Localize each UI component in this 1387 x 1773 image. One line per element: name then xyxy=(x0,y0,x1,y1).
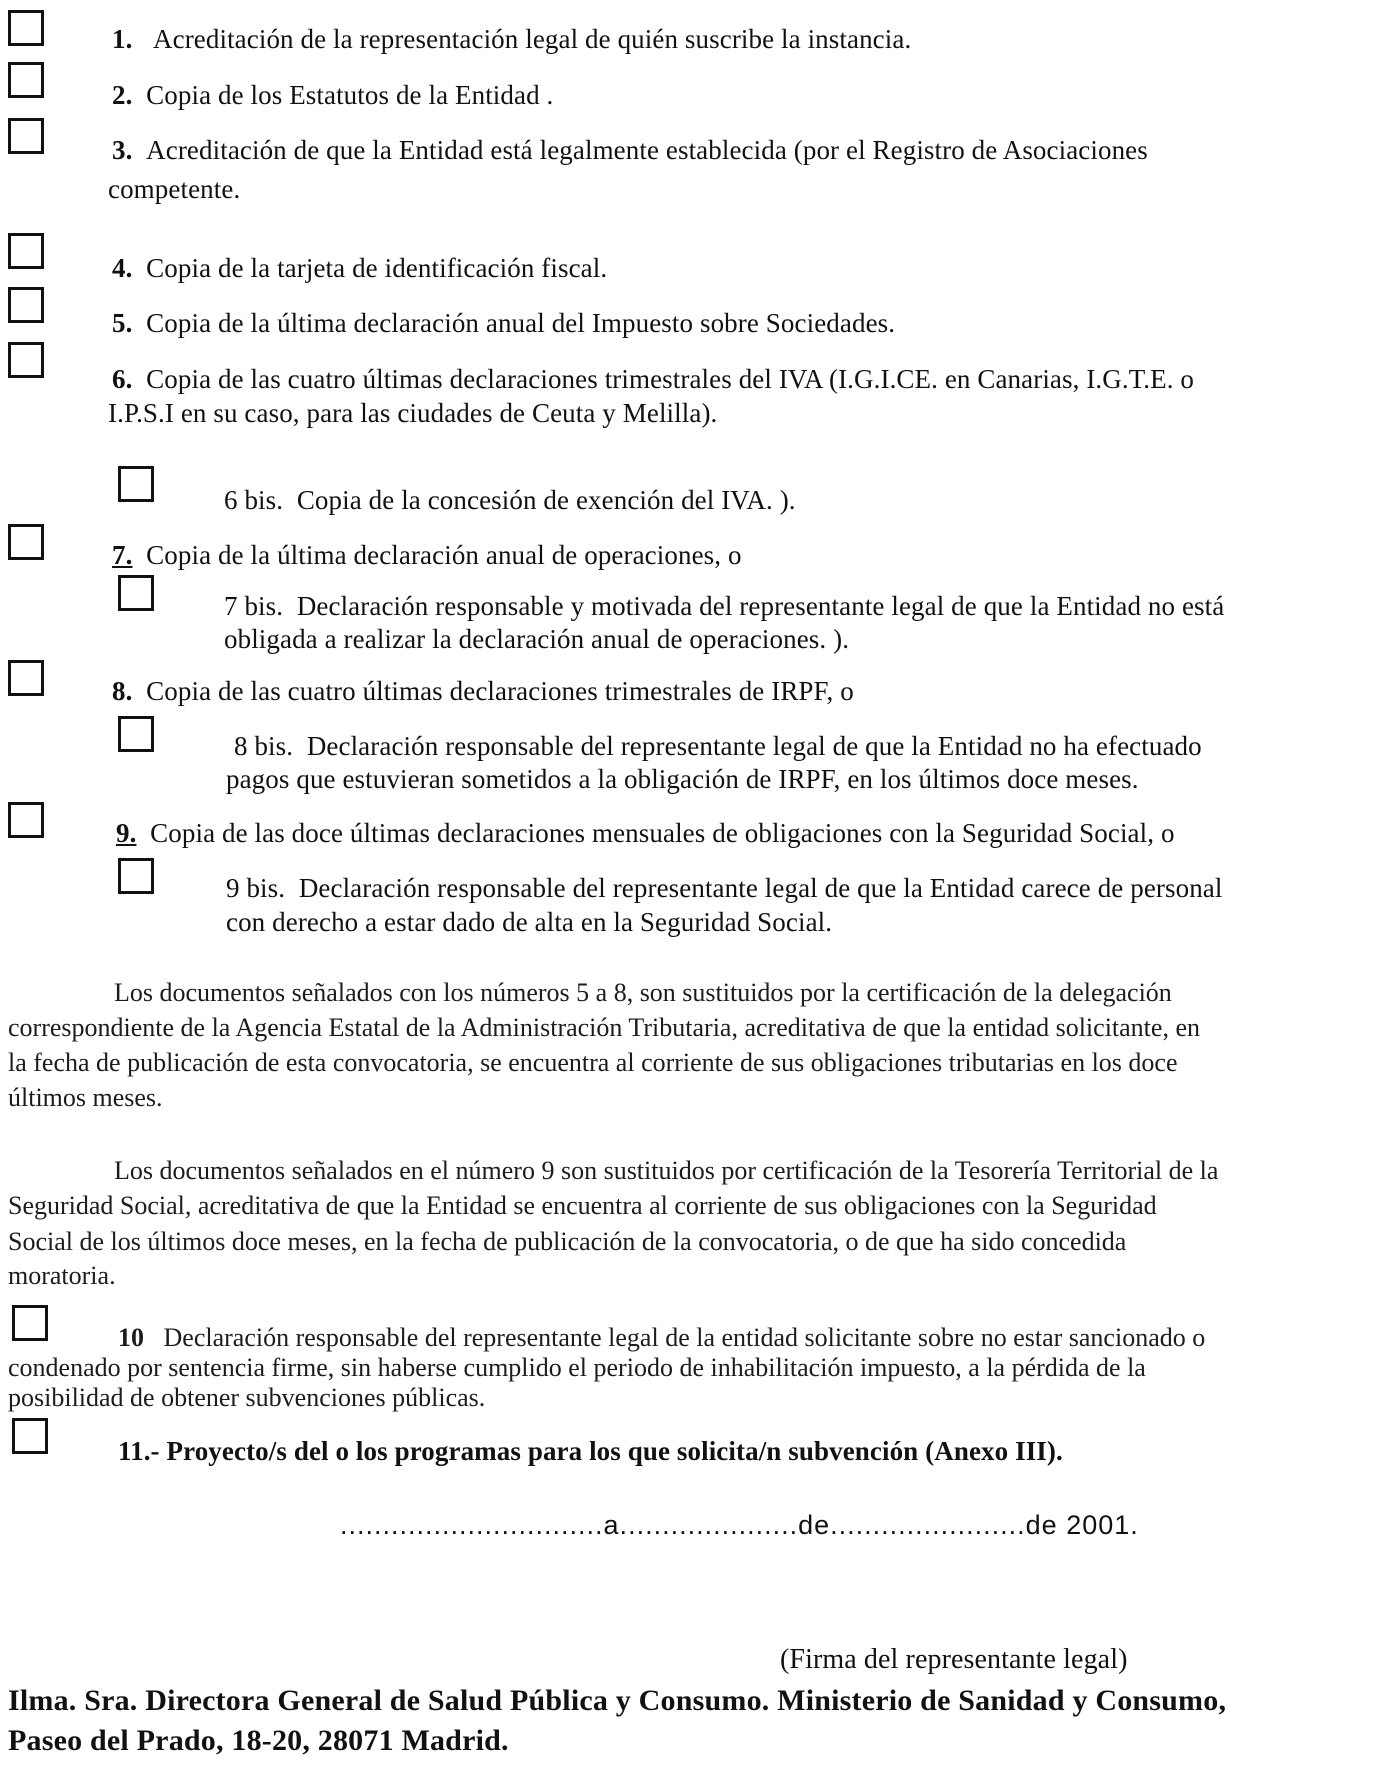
item-6bis-text xyxy=(224,485,796,516)
item-9bis-continuation: con derecho a estar dado de alta en la Seguridad Social. xyxy=(226,907,833,937)
item-label: Copia de la última declaración anual de operaciones, o xyxy=(146,540,742,570)
checkbox-item-1[interactable] xyxy=(8,10,44,46)
note-1-line-3: la fecha de publicación de esta convocatoria, se encuentra al corriente de sus obligaciones tributarias en los doce xyxy=(8,1048,1178,1077)
item-label: Declaración responsable del representante legal de que la Entidad no ha efectuado xyxy=(306,731,1202,761)
checkbox-item-3[interactable] xyxy=(8,118,44,154)
item-10-continuation-2: posibilidad de obtener subvenciones públicas. xyxy=(8,1383,486,1412)
checkbox-item-8bis[interactable] xyxy=(118,716,154,752)
note-1-line-2: correspondiente de la Agencia Estatal de la Administración Tributaria, acreditativa de que la entidad solicitante, en xyxy=(8,1013,1200,1042)
item-6-continuation: I.P.S.I en su caso, para las ciudades de Ceuta y Melilla). xyxy=(108,398,718,428)
item-7bis-continuation: obligada a realizar la declaración anual de operaciones. ). xyxy=(224,624,850,654)
item-label: Acreditación de que la Entidad está legalmente establecida (por el Registro de Asociaciones xyxy=(146,135,1148,165)
checkbox-item-2[interactable] xyxy=(8,62,44,98)
item-2-text xyxy=(112,80,553,111)
checkbox-item-4[interactable] xyxy=(8,233,44,269)
item-label: Copia de la tarjeta de identificación fiscal. xyxy=(146,253,608,283)
item-11-text xyxy=(118,1436,1063,1467)
item-number: 1. xyxy=(112,24,133,54)
item-6-text xyxy=(112,364,1194,395)
item-10-continuation: condenado por sentencia firme, sin haberse cumplido el periodo de inhabilitación impuesto, a la pérdida de la xyxy=(8,1353,1146,1382)
item-label: Declaración responsable y motivada del representante legal de que la Entidad no está xyxy=(296,591,1225,621)
addressee-line-1: Ilma. Sra. Directora General de Salud Pública y Consumo. Ministerio de Sanidad y Consumo, xyxy=(8,1684,1227,1717)
item-5-text xyxy=(112,308,895,339)
item-number: 4. xyxy=(112,253,133,283)
item-1-text xyxy=(112,24,911,55)
checkbox-item-9[interactable] xyxy=(8,802,44,838)
item-8bis-text xyxy=(234,731,1202,762)
note-2-line-2: Seguridad Social, acreditativa de que la Entidad se encuentra al corriente de sus obligaciones con la Seguridad xyxy=(8,1191,1157,1220)
item-3-text xyxy=(112,135,1148,166)
date-line: ...............................a.....................de.......................de 2001. xyxy=(340,1510,1139,1540)
item-number: 2. xyxy=(112,80,133,110)
item-label: Declaración responsable del representante legal de que la Entidad carece de personal xyxy=(298,873,1223,903)
item-9-text xyxy=(116,818,1175,849)
item-10-text xyxy=(118,1322,1205,1353)
checkbox-item-7[interactable] xyxy=(8,524,44,560)
item-number: 9. xyxy=(116,818,137,848)
item-number: 6 bis. xyxy=(224,485,284,515)
item-7-text xyxy=(112,540,742,571)
item-label: Copia de las cuatro últimas declaraciones trimestrales de IRPF, o xyxy=(146,676,854,706)
item-number: 9 bis. xyxy=(226,873,286,903)
item-label: Declaración responsable del representante legal de la entidad solicitante sobre no estar sancionado o xyxy=(163,1323,1206,1352)
item-label: Copia de la última declaración anual del Impuesto sobre Sociedades. xyxy=(146,308,896,338)
item-number: 6. xyxy=(112,364,133,394)
checkbox-item-10[interactable] xyxy=(12,1305,48,1341)
item-label: Copia de la concesión de exención del IVA. ). xyxy=(296,485,796,515)
item-9bis-text xyxy=(226,873,1223,904)
checkbox-item-11[interactable] xyxy=(12,1418,48,1454)
checkbox-item-9bis[interactable] xyxy=(118,858,154,894)
checkbox-item-6bis[interactable] xyxy=(118,466,154,502)
checkbox-item-8[interactable] xyxy=(8,660,44,696)
note-1-line-4: últimos meses. xyxy=(8,1083,163,1112)
item-label: Copia de las cuatro últimas declaraciones trimestrales del IVA (I.G.I.CE. en Canarias, I.G.T.E. o xyxy=(146,364,1195,394)
checkbox-item-6[interactable] xyxy=(8,342,44,378)
item-number: 5. xyxy=(112,308,133,338)
checkbox-item-5[interactable] xyxy=(8,287,44,323)
item-8-text xyxy=(112,676,854,707)
item-number: 7 bis. xyxy=(224,591,284,621)
item-number: 10 xyxy=(118,1323,144,1352)
item-number: 8 bis. xyxy=(234,731,294,761)
item-number: 11.- xyxy=(118,1436,160,1466)
item-number: 3. xyxy=(112,135,133,165)
item-3-continuation: competente. xyxy=(108,174,241,204)
note-2-line-4: moratoria. xyxy=(8,1261,116,1290)
item-7bis-text xyxy=(224,591,1224,622)
note-1-line-1: Los documentos señalados con los números 5 a 8, son sustituidos por la certificación de la delegación xyxy=(114,978,1172,1007)
item-label: Proyecto/s del o los programas para los que solicita/n subvención (Anexo III). xyxy=(166,1436,1063,1466)
addressee-line-2: Paseo del Prado, 18-20, 28071 Madrid. xyxy=(8,1724,509,1757)
checkbox-item-7bis[interactable] xyxy=(118,575,154,611)
item-number: 8. xyxy=(112,676,133,706)
note-2-line-3: Social de los últimos doce meses, en la fecha de publicación de la convocatoria, o de que ha sido concedida xyxy=(8,1227,1127,1256)
signature-label: (Firma del representante legal) xyxy=(780,1644,1128,1675)
item-label: Copia de los Estatutos de la Entidad . xyxy=(146,80,554,110)
note-2-line-1: Los documentos señalados en el número 9 son sustituidos por certificación de la Tesorería Territorial de la xyxy=(114,1156,1219,1185)
item-label: Acreditación de la representación legal de quién suscribe la instancia. xyxy=(153,24,912,54)
item-number: 7. xyxy=(112,540,133,570)
item-8bis-continuation: pagos que estuvieran sometidos a la obligación de IRPF, en los últimos doce meses. xyxy=(226,764,1139,794)
item-4-text xyxy=(112,253,607,284)
item-label: Copia de las doce últimas declaraciones mensuales de obligaciones con la Seguridad Social, o xyxy=(150,818,1175,848)
